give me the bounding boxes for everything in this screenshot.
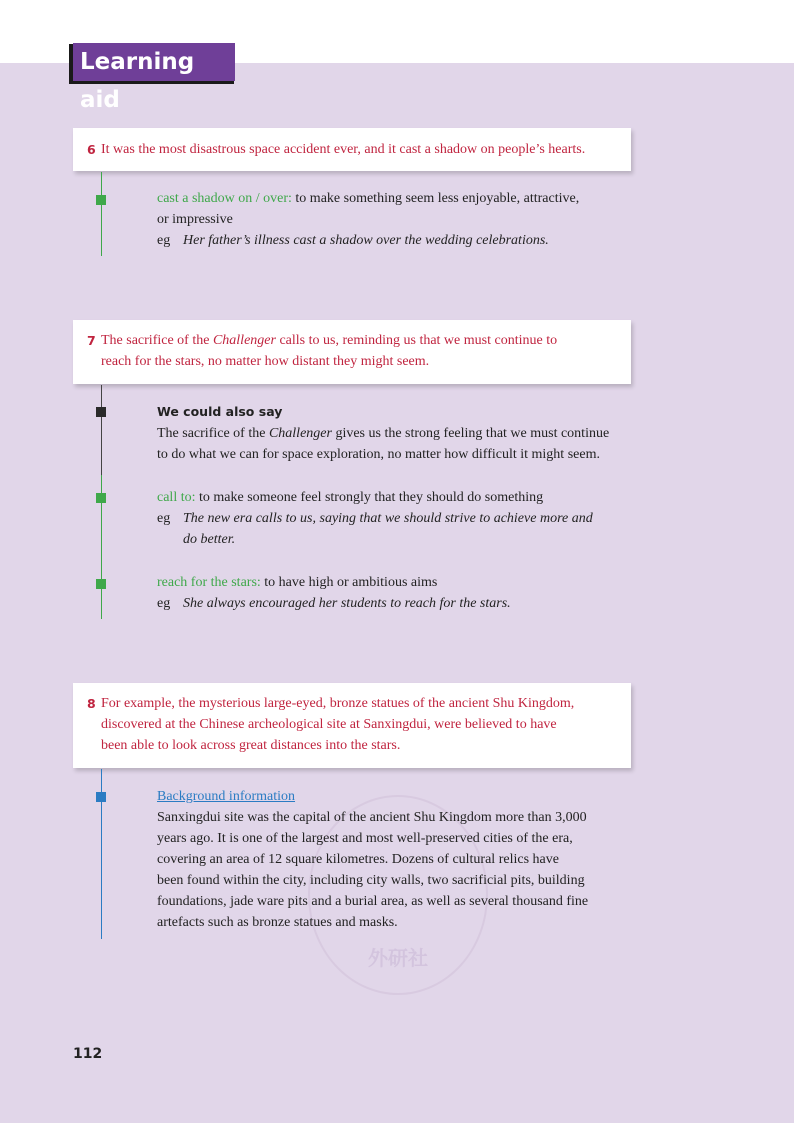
also-say-text: The sacrifice of the [157,426,269,441]
sentence-text: The sacrifice of the [101,333,213,348]
also-say-emphasis: Challenger [268,426,332,441]
example-sentence: She always encouraged her students to reach for the stars. [183,596,511,611]
example-sentence: Her father’s illness cast a shadow over the wedding celebrations. [183,233,549,248]
vocab-definition-cont: or impressive [157,212,233,227]
sentence-number: 6 [87,142,96,157]
background-info-line: artefacts such as bronze statues and masks. [157,915,398,930]
note-line-green [101,172,102,256]
sentence-callout-6 [73,128,631,171]
page-title: Learning aid [73,43,235,81]
sentence-number: 8 [87,696,96,711]
background-info-line: foundations, jade ware pits and a burial area, as well as several thousand fine [157,894,589,909]
also-say-note [157,401,627,465]
sentence-text: It was the most disastrous space accident ever, and it cast a shadow on people’s hearts. [101,142,586,157]
sentence-text-line3: been able to look across great distances into the stars. [101,738,401,753]
green-marker [96,195,106,205]
example-sentence-line2: do better. [183,532,236,547]
vocab-note [157,188,627,251]
vocab-definition: to have high or ambitious aims [260,575,438,590]
vocab-definition: to make something seem less enjoyable, attractive, [291,191,580,206]
background-info-heading: Background information [157,789,296,804]
background-info-line: years ago. It is one of the largest and most well-preserved cities of the era, [157,831,573,846]
sentence-emphasis: Challenger [212,333,276,348]
background-info-note [157,786,627,933]
page-number: 112 [73,1046,103,1062]
sentence-text-line2: discovered at the Chinese archeological site at Sanxingdui, were believed to have [101,717,557,732]
background-info-line: covering an area of 12 square kilometres. Dozens of cultural relics have [157,852,559,867]
vocab-term: call to: [157,490,196,505]
example-sentence: The new era calls to us, saying that we should strive to achieve more and [183,511,593,526]
eg-label: eg [157,596,171,611]
dark-marker [96,407,106,417]
sentence-number: 7 [87,333,96,348]
also-say-text: gives us the strong feeling that we must continue [331,426,610,441]
vocab-definition: to make someone feel strongly that they should do something [195,490,544,505]
green-marker [96,493,106,503]
background-info-line: Sanxingdui site was the capital of the ancient Shu Kingdom more than 3,000 [157,810,587,825]
eg-label: eg [157,511,171,526]
sentence-callout-8 [73,683,631,768]
also-say-heading: We could also say [157,404,283,419]
publisher-watermark: 外研社 [308,795,488,995]
sentence-text: calls to us, reminding us that we must continue to [275,333,558,348]
eg-label: eg [157,233,171,248]
vocab-note [157,572,627,614]
background-info-line: been found within the city, including city walls, two sacrificial pits, building [157,873,585,888]
note-line-dark [101,385,102,475]
vocab-note [157,487,627,550]
sentence-text-line2: reach for the stars, no matter how distant they might seem. [101,354,430,369]
green-marker [96,579,106,589]
also-say-text-line2: to do what we can for space exploration, no matter how difficult it might seem. [157,447,600,462]
blue-marker [96,792,106,802]
vocab-term: reach for the stars: [157,575,261,590]
vocab-term: cast a shadow on / over: [157,191,292,206]
sentence-callout-7 [73,320,631,384]
sentence-text-line1: For example, the mysterious large-eyed, bronze statues of the ancient Shu Kingdom, [101,696,575,711]
